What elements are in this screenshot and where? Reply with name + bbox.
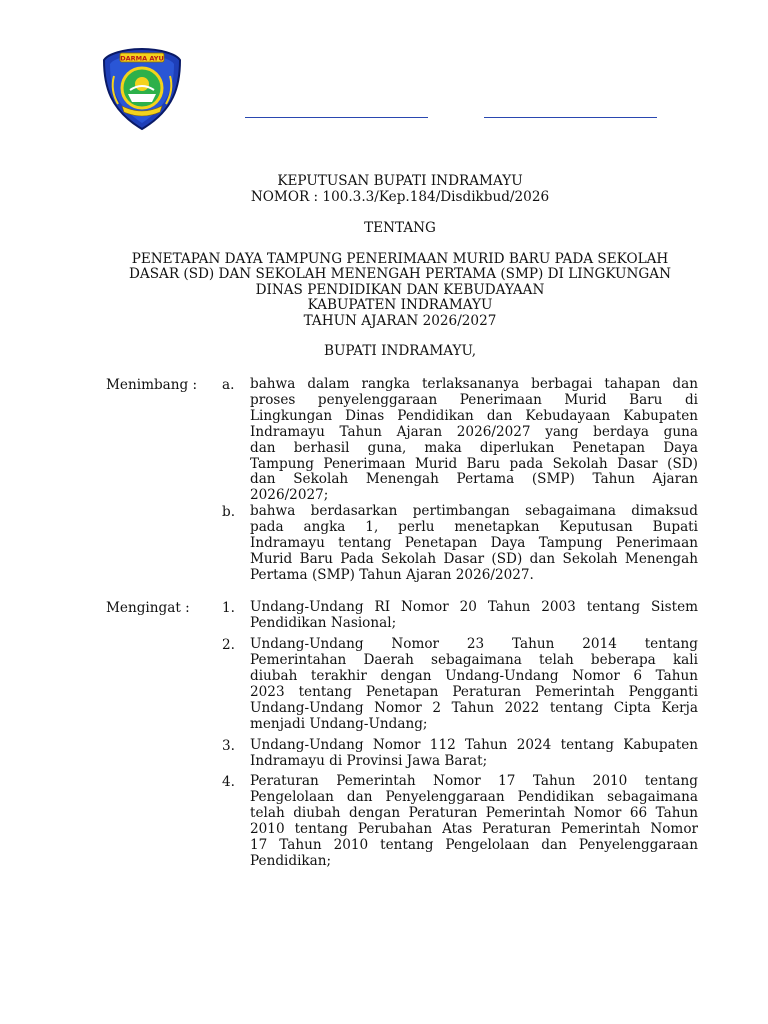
menimbang-b-text (250, 504, 698, 584)
text-line: bahwa berdasarkan pertimbangan sebagaimana dimaksud (250, 503, 698, 519)
text-line: Pertama (SMP) Tahun Ajaran 2026/2027. (250, 566, 534, 583)
text-line: Peraturan Pemerintah Nomor 17 Tahun 2010 tentang (250, 773, 698, 789)
text-line: 2010 tentang Perubahan Atas Peraturan Pemerintah Nomor (250, 820, 698, 837)
text-line: Undang-Undang Nomor 23 Tahun 2014 tentang (250, 636, 698, 652)
mengingat-label: Mengingat : (106, 600, 190, 616)
header-rule-right (484, 117, 657, 118)
indramayu-emblem-logo (100, 46, 184, 132)
text-line: Pendidikan Nasional; (250, 614, 397, 631)
text-line: Undang-Undang RI Nomor 20 Tahun 2003 tentang Sistem (250, 599, 698, 615)
menimbang-label: Menimbang : (106, 377, 198, 393)
text-line: Lingkungan Dinas Pendidikan dan Kebudayaan Kabupaten (250, 407, 698, 424)
text-line: proses penyelenggaraan Penerimaan Murid Baru di (250, 391, 698, 408)
decree-subject-line: KABUPATEN INDRAMAYU (307, 297, 493, 313)
text-line: Pengelolaan dan Penyelenggaraan Pendidikan sebagaimana (250, 788, 698, 805)
mengingat-2-text (250, 637, 698, 732)
mengingat-1-text (250, 600, 698, 632)
text-line: Undang-Undang Nomor 112 Tahun 2024 tentang Kabupaten (250, 737, 698, 753)
menimbang-a-text (250, 377, 698, 504)
text-line: 2023 tentang Penetapan Peraturan Pemerintah Pengganti (250, 683, 698, 700)
text-line: Pendidikan; (250, 852, 332, 869)
text-line: pada angka 1, perlu menetapkan Keputusan Bupati (250, 518, 698, 535)
decree-subject-line: DINAS PENDIDIKAN DAN KEBUDAYAAN (255, 282, 545, 298)
text-line: Indramayu di Provinsi Jawa Barat; (250, 752, 488, 769)
text-line: menjadi Undang-Undang; (250, 715, 428, 732)
text-line: 2026/2027; (250, 487, 329, 504)
decree-subject-line: DASAR (SD) DAN SEKOLAH MENENGAH PERTAMA (SMP) DI LINGKUNGAN (129, 266, 671, 282)
svg-text:DARMA AYU: DARMA AYU (120, 54, 164, 63)
menimbang-a-marker: a. (222, 377, 235, 393)
text-line: Undang-Undang Nomor 2 Tahun 2022 tentang Cipta Kerja (250, 699, 698, 716)
mengingat-1-marker: 1. (222, 600, 235, 616)
text-line: dan berhasil guna, maka diperlukan Penetapan Daya (250, 439, 698, 456)
text-line: Pemerintahan Daerah sebagaimana telah beberapa kali (250, 651, 698, 668)
text-line: 17 Tahun 2010 tentang Pengelolaan dan Penyelenggaraan (250, 836, 698, 853)
mengingat-4-text (250, 774, 698, 869)
text-line: bahwa dalam rangka terlaksananya berbagai tahapan dan (250, 376, 698, 392)
menimbang-b-marker: b. (222, 504, 236, 520)
decree-about: TENTANG (364, 220, 436, 236)
decree-subject-line: PENETAPAN DAYA TAMPUNG PENERIMAAN MURID BARU PADA SEKOLAH (131, 251, 669, 267)
decree-subject-line: TAHUN AJARAN 2026/2027 (303, 313, 497, 329)
decree-title: KEPUTUSAN BUPATI INDRAMAYU (277, 173, 523, 189)
text-line: Indramayu Tahun Ajaran 2026/2027 yang berdaya guna (250, 423, 698, 440)
text-line: diubah terakhir dengan Undang-Undang Nomor 6 Tahun (250, 667, 698, 684)
mengingat-3-text (250, 738, 698, 770)
text-line: Murid Baru Pada Sekolah Dasar (SD) dan Sekolah Menengah (250, 550, 698, 567)
decree-authority: BUPATI INDRAMAYU, (323, 343, 477, 359)
mengingat-2-marker: 2. (222, 637, 235, 653)
mengingat-4-marker: 4. (222, 774, 235, 790)
text-line: Tampung Penerimaan Murid Baru pada Sekolah Dasar (SD) (250, 455, 698, 472)
text-line: dan Sekolah Menengah Pertama (SMP) Tahun Ajaran (250, 471, 698, 488)
header-rule-left (245, 117, 428, 118)
text-line: Indramayu tentang Penetapan Daya Tampung Penerimaan (250, 534, 698, 551)
mengingat-3-marker: 3. (222, 738, 235, 754)
text-line: telah diubah dengan Peraturan Pemerintah Nomor 66 Tahun (250, 804, 698, 821)
decree-number: NOMOR : 100.3.3/Kep.184/Disdikbud/2026 (250, 189, 550, 205)
